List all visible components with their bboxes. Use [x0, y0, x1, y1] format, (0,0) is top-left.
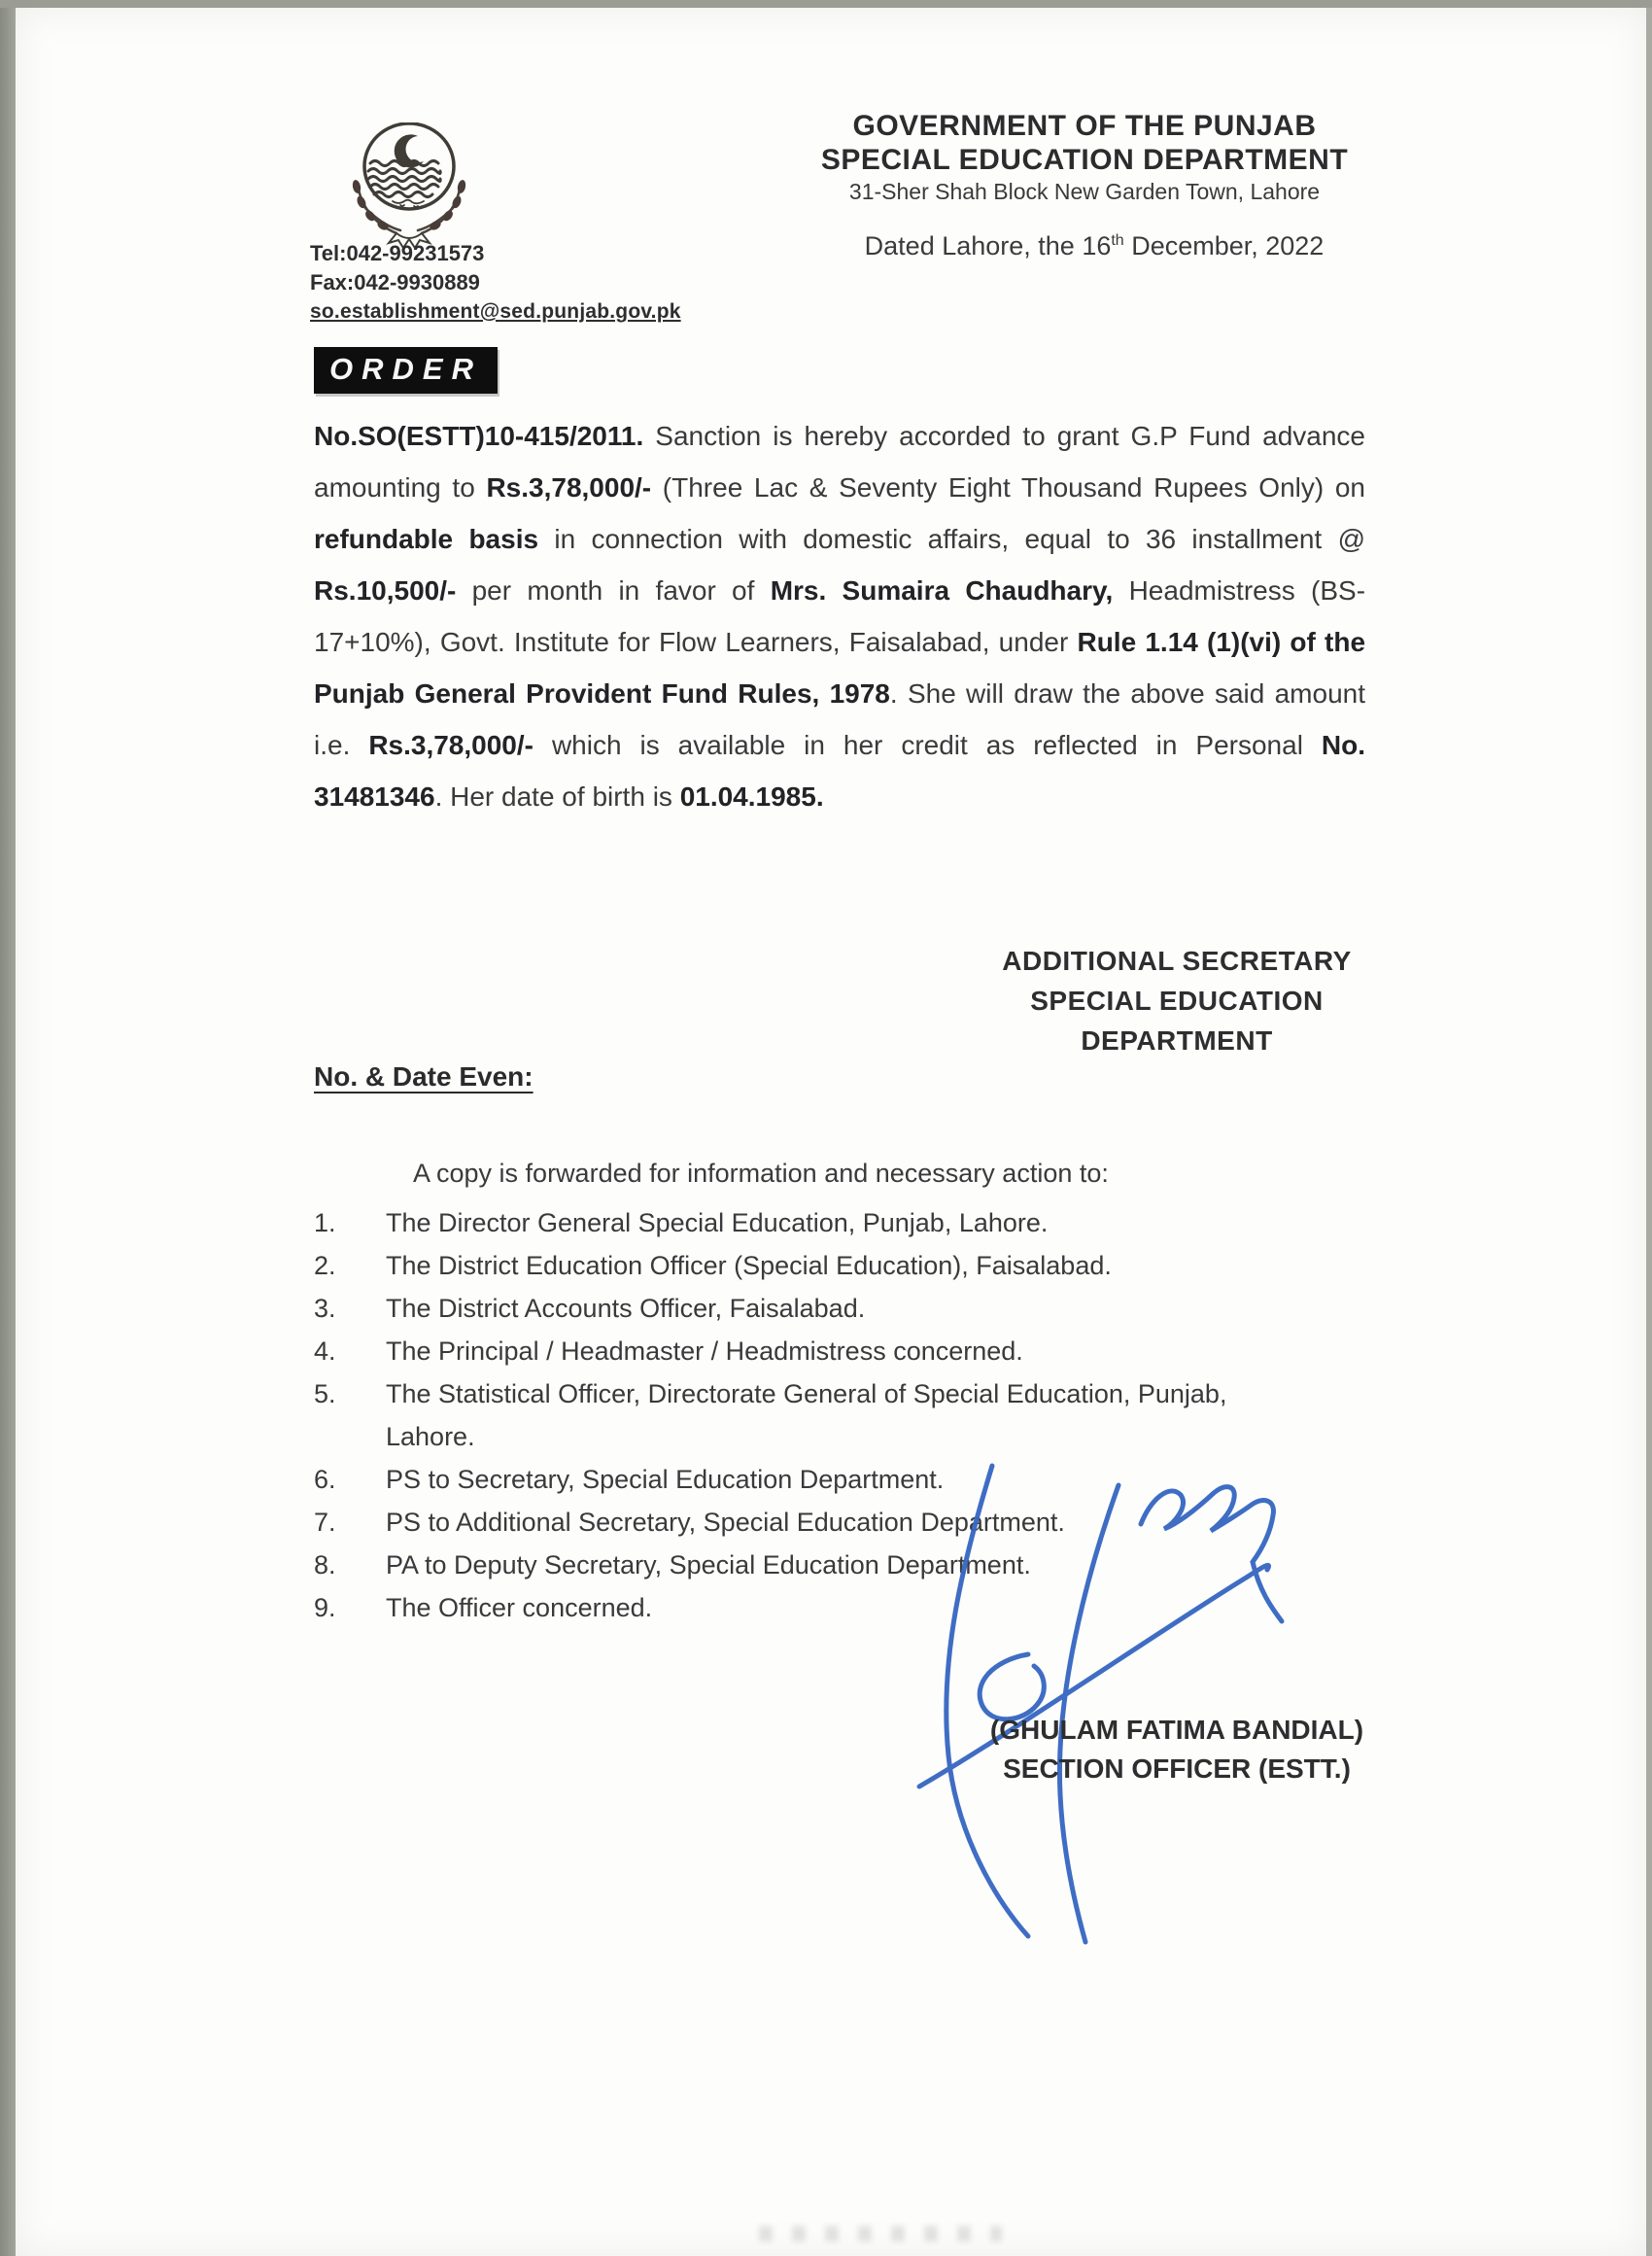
- distribution-item: [314, 1287, 1325, 1330]
- signatory-block: [973, 1711, 1381, 1788]
- telephone-number: Tel:042-99231573: [310, 241, 485, 265]
- item-text: PA to Deputy Secretary, Special Education Department.: [386, 1550, 1031, 1579]
- distribution-item: [314, 1458, 1325, 1501]
- body-text-segment: Mrs. Sumaira Chaudhary,: [770, 575, 1114, 606]
- date-line: [803, 231, 1386, 261]
- distribution-item: [314, 1330, 1325, 1372]
- text-line: DEPARTMENT: [1081, 1025, 1273, 1056]
- body-text-segment: No.SO(ESTT)10-415/2011.: [314, 421, 644, 451]
- reference-number-label: No. & Date Even:: [314, 1061, 533, 1092]
- scan-artifact: [759, 2226, 1002, 2241]
- body-text-segment: Rule 1.14 (1)(vi) of the Punjab General Provident Fund Rules, 1978: [314, 627, 1366, 709]
- date-ordinal-suffix: th: [1111, 232, 1124, 249]
- distribution-item: [314, 1544, 1325, 1586]
- body-text-segment: per month in favor of: [456, 575, 771, 606]
- item-number: 4.: [314, 1336, 336, 1366]
- item-text: PS to Secretary, Special Education Department.: [386, 1465, 945, 1494]
- distribution-item: [314, 1501, 1325, 1544]
- body-text-segment: . She will draw the above said amount i.e.: [314, 678, 1365, 760]
- body-text-segment: in connection with domestic affairs, equal to 36 installment @: [538, 524, 1365, 554]
- item-text: The Officer concerned.: [386, 1593, 653, 1622]
- document-page: [16, 8, 1646, 2256]
- signatory-name: (GHULAM FATIMA BANDIAL): [989, 1715, 1364, 1745]
- issuing-authority-block: [987, 941, 1366, 1060]
- punjab-government-crest-icon: [336, 122, 482, 257]
- item-text: The District Education Officer (Special Education), Faisalabad.: [386, 1251, 1112, 1280]
- distribution-item: [314, 1372, 1325, 1458]
- item-number: 8.: [314, 1550, 336, 1579]
- item-text: The Statistical Officer, Directorate General of Special Education, Punjab, Lahore.: [386, 1379, 1227, 1451]
- body-text-segment: No. 31481346: [314, 730, 1365, 812]
- text-line: ADDITIONAL SECRETARY: [1002, 946, 1352, 976]
- body-text-segment: refundable basis: [314, 524, 539, 554]
- item-number: 5.: [314, 1379, 336, 1408]
- distribution-item: [314, 1201, 1325, 1244]
- distribution-item: [314, 1244, 1325, 1287]
- date-suffix: December, 2022: [1123, 231, 1325, 260]
- signatory-title: SECTION OFFICER (ESTT.): [1003, 1753, 1351, 1784]
- text-line: SPECIAL EDUCATION: [1030, 986, 1324, 1016]
- contact-block: [310, 239, 681, 327]
- item-text: The Principal / Headmaster / Headmistress concerned.: [386, 1336, 1023, 1366]
- item-number: 3.: [314, 1294, 336, 1323]
- body-text-segment: Headmistress (BS-17+10%), Govt. Institute for Flow Learners, Faisalabad, under: [314, 575, 1366, 657]
- org-address: 31-Sher Shah Block New Garden Town, Lahore: [848, 179, 1321, 204]
- distribution-item: [314, 1586, 1325, 1629]
- item-text: PS to Additional Secretary, Special Education Department.: [386, 1508, 1065, 1537]
- order-body-paragraph: [314, 410, 1365, 822]
- body-text-segment: Rs.10,500/-: [314, 575, 457, 606]
- distribution-list: [314, 1201, 1325, 1629]
- item-number: 2.: [314, 1251, 336, 1280]
- scan-edge-top: [0, 0, 1652, 8]
- item-number: 9.: [314, 1593, 336, 1622]
- body-text-segment: Rs.3,78,000/-: [368, 730, 533, 760]
- body-text-segment: . Her date of birth is: [434, 781, 680, 812]
- scan-edge-left: [0, 0, 16, 2256]
- org-name-line2: SPECIAL EDUCATION DEPARTMENT: [820, 144, 1349, 176]
- item-number: 7.: [314, 1508, 336, 1537]
- letterhead: [793, 109, 1376, 206]
- body-text-segment: which is available in her credit as reflected in Personal: [533, 730, 1322, 760]
- item-text: The District Accounts Officer, Faisalabad.: [386, 1294, 866, 1323]
- email-address: so.establishment@sed.punjab.gov.pk: [310, 300, 681, 323]
- order-heading-badge: ORDER: [314, 347, 498, 394]
- item-text: The Director General Special Education, Punjab, Lahore.: [386, 1208, 1049, 1237]
- item-number: 6.: [314, 1465, 336, 1494]
- body-text-segment: Sanction is hereby accorded to grant G.P Fund advance amounting to: [314, 421, 1365, 503]
- body-text-segment: 01.04.1985.: [679, 781, 824, 812]
- body-text-segment: (Three Lac & Seventy Eight Thousand Rupees Only) on: [651, 472, 1365, 503]
- fax-number: Fax:042-9930889: [310, 270, 480, 295]
- body-text-segment: Rs.3,78,000/-: [486, 472, 652, 503]
- org-name-line1: GOVERNMENT OF THE PUNJAB: [852, 110, 1317, 142]
- item-number: 1.: [314, 1208, 336, 1237]
- date-prefix: Dated Lahore, the 16: [864, 231, 1112, 260]
- forwarding-line: A copy is forwarded for information and necessary action to:: [413, 1159, 1109, 1188]
